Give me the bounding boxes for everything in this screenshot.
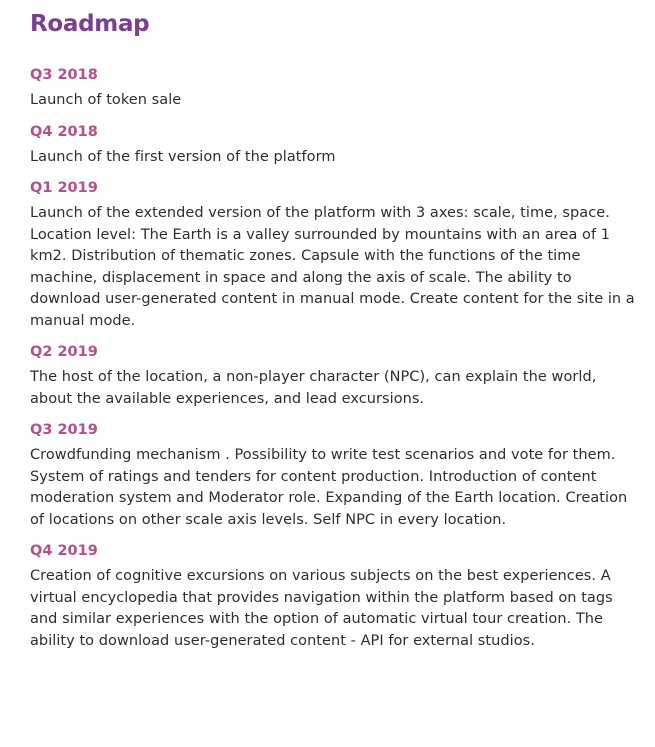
milestone-period: Q4 2019 <box>30 543 98 559</box>
milestone-description: Launch of the extended version of the platform with 3 axes: scale, time, space. Location level: The Earth is a valley surrounded by mountains with an area of 1 km2. Distribution of thematic zones. Capsule with the functions of the time machine, displacement in space and along the axis of scale. The ability to download user-generated content in manual mode. Create content for the site in a manual mode. <box>30 205 635 329</box>
milestone-period: Q4 2018 <box>30 123 98 140</box>
milestone-description: Crowdfunding mechanism . Possibility to write test scenarios and vote for them. System of ratings and tenders for content production. Introduction of content moderation system and Moderator role. Expanding of the Earth location. Creation of locations on other scale axis levels. Self NPC in every location. <box>30 447 628 528</box>
milestone-q2-2019 <box>30 341 635 410</box>
milestone-period: Q1 2019 <box>30 180 98 196</box>
milestone-description: The host of the location, a non-player character (NPC), can explain the world, about the available experiences, and lead excursions. <box>30 369 597 407</box>
milestone-period: Q3 2019 <box>30 422 98 438</box>
milestone-description: Launch of the first version of the platform <box>30 148 336 165</box>
milestone-period: Q3 2018 <box>30 67 98 83</box>
milestone-q4-2018 <box>30 121 635 169</box>
milestone-q4-2019 <box>30 540 635 652</box>
milestone-q3-2018 <box>30 64 635 112</box>
milestone-description: Launch of token sale <box>30 92 182 108</box>
milestone-q1-2019 <box>30 177 635 332</box>
page-title: Roadmap <box>30 11 150 37</box>
milestone-q3-2019 <box>30 419 635 531</box>
milestone-description: Creation of cognitive excursions on various subjects on the best experiences. A virtual encyclopedia that provides navigation within the platform based on tags and similar experiences with the option of automatic virtual tour creation. The ability to download user-generated content - API for external studios. <box>30 568 613 649</box>
roadmap-list <box>30 64 635 652</box>
milestone-period: Q2 2019 <box>30 344 98 360</box>
